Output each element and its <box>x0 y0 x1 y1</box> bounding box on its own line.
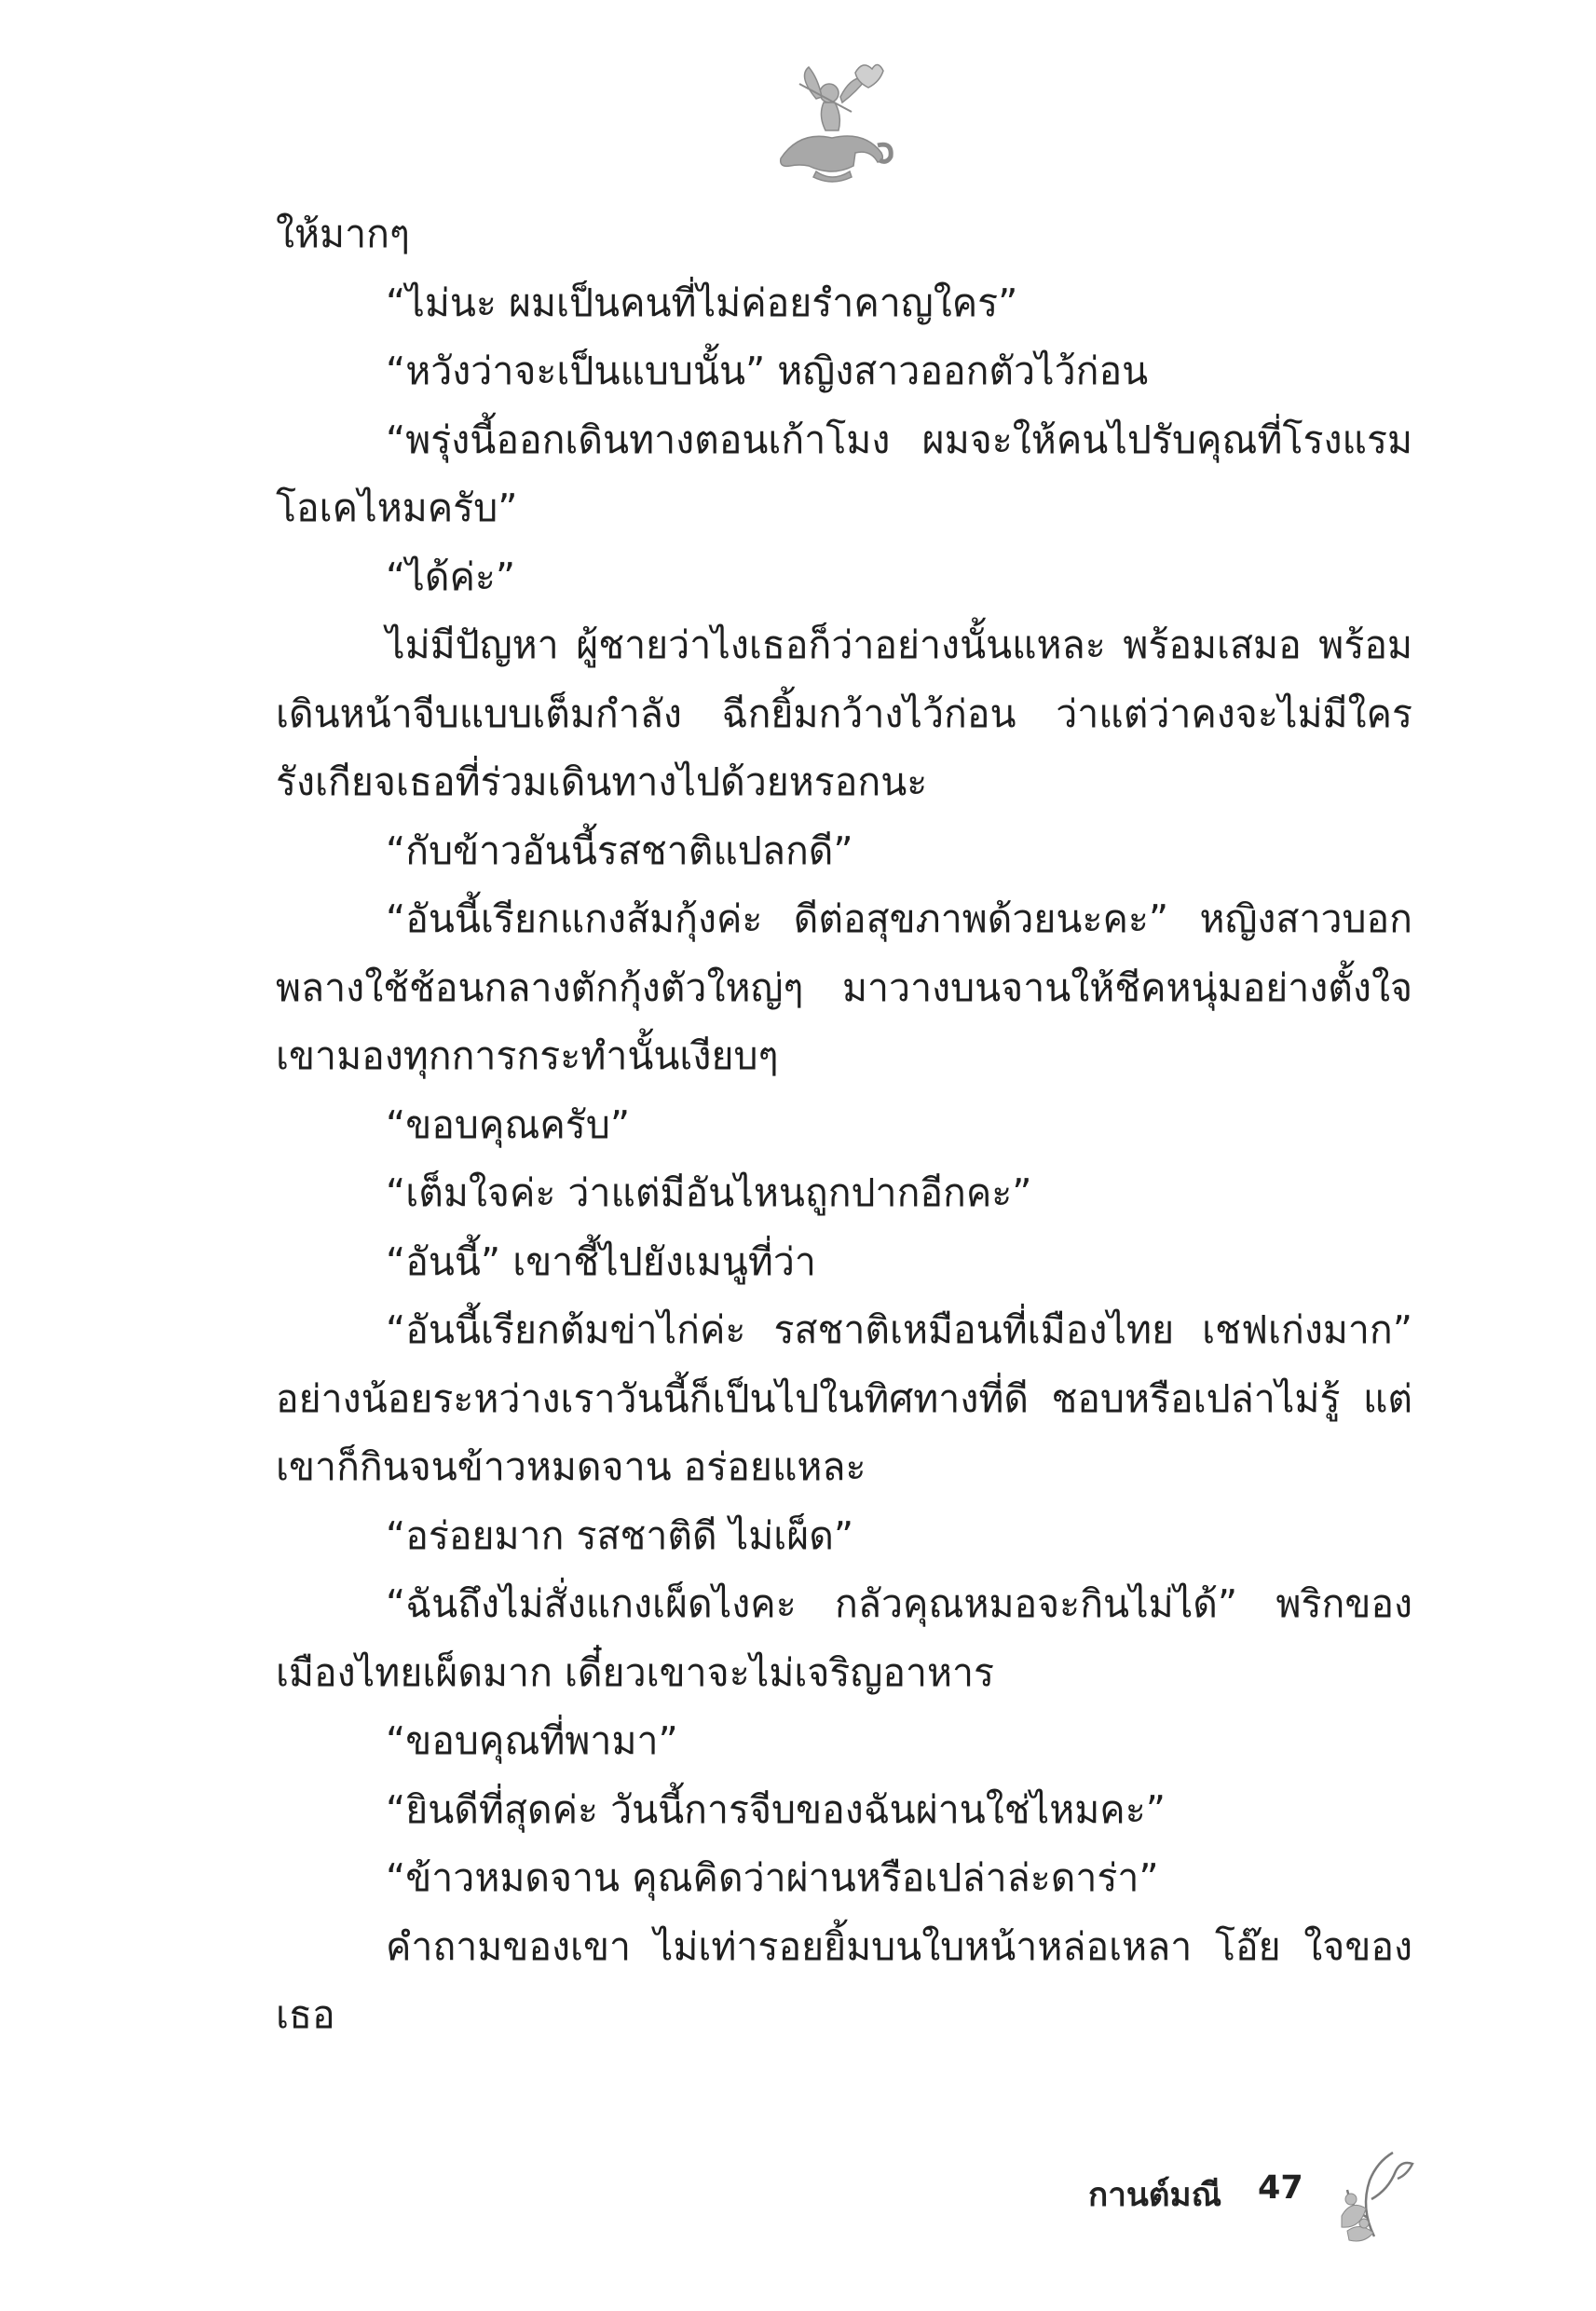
book-title: กานต์มณี <box>1088 2177 1222 2214</box>
paragraph: ไม่มีปัญหา ผู้ชายว่าไงเธอก็ว่าอย่างนั้นแหละ พร้อมเสมอ พร้อมเดินหน้าจีบแบบเต็มกำลัง ฉีกยิ้มกว้างไว้ก่อน ว่าแต่ว่าคงจะไม่มีใครรังเกียจเธอที่ร่วมเดินทางไปด้วยหรอกนะ <box>276 622 1412 804</box>
paragraph: “พรุ่งนี้ออกเดินทางตอนเก้าโมง ผมจะให้คนไปรับคุณที่โรงแรม โอเคไหมครับ” <box>276 417 1412 530</box>
cupid-teapot-ornament-icon <box>762 56 902 186</box>
paragraph: “ขอบคุณครับ” <box>386 1101 631 1147</box>
paragraph: “อันนี้เรียกแกงส้มกุ้งค่ะ ดีต่อสุขภาพด้วยนะคะ” หญิงสาวบอกพลางใช้ช้อนกลางตักกุ้งตัวใหญ่ๆ มาวางบนจานให้ชีคหนุ่มอย่างตั้งใจ เขามองทุกการกระทำนั้นเงียบๆ <box>276 896 1412 1078</box>
page-number: 47 <box>1258 2169 1303 2207</box>
paragraph: “ขอบคุณที่พามา” <box>386 1718 678 1763</box>
paragraph: “อันนี้” เขาชี้ไปยังเมนูที่ว่า <box>386 1238 816 1284</box>
paragraph: “ข้าวหมดจาน คุณคิดว่าผ่านหรือเปล่าล่ะดาร่า” <box>386 1855 1159 1900</box>
paragraph: “ไม่นะ ผมเป็นคนที่ไม่ค่อยรำคาญใคร” <box>386 280 1018 325</box>
paragraph: “ยินดีที่สุดค่ะ วันนี้การจีบของฉันผ่านใช่ไหมคะ” <box>386 1786 1166 1832</box>
paragraph: “กับข้าวอันนี้รสชาติแปลกดี” <box>386 827 853 873</box>
paragraph: “ฉันถึงไม่สั่งแกงเผ็ดไงคะ กลัวคุณหมอจะกินไม่ได้” พริกของเมืองไทยเผ็ดมาก เดี๋ยวเขาจะไม่เจริญอาหาร <box>276 1581 1412 1695</box>
paragraph: คำถามของเขา ไม่เท่ารอยยิ้มบนใบหน้าหล่อเหลา โอ๊ย ใจของเธอ <box>276 1923 1412 2037</box>
floral-flourish-icon <box>1323 2143 1425 2246</box>
paragraph: ให้มากๆ <box>276 212 410 256</box>
paragraph: “อันนี้เรียกต้มข่าไก่ค่ะ รสชาติเหมือนที่เมืองไทย เชฟเก่งมาก” อย่างน้อยระหว่างเราวันนี้ก็เป็นไปในทิศทางที่ดี ชอบหรือเปล่าไม่รู้ แต่เขาก็กินจนข้าวหมดจาน อร่อยแหละ <box>276 1307 1412 1489</box>
body-text <box>276 200 1412 2050</box>
paragraph: “เต็มใจค่ะ ว่าแต่มีอันไหนถูกปากอีกคะ” <box>386 1170 1032 1215</box>
paragraph: “อร่อยมาก รสชาติดี ไม่เผ็ด” <box>386 1512 854 1558</box>
paragraph: “ได้ค่ะ” <box>386 554 516 599</box>
paragraph: “หวังว่าจะเป็นแบบนั้น” หญิงสาวออกตัวไว้ก่อน <box>386 349 1149 393</box>
page-footer <box>1053 2143 1444 2246</box>
